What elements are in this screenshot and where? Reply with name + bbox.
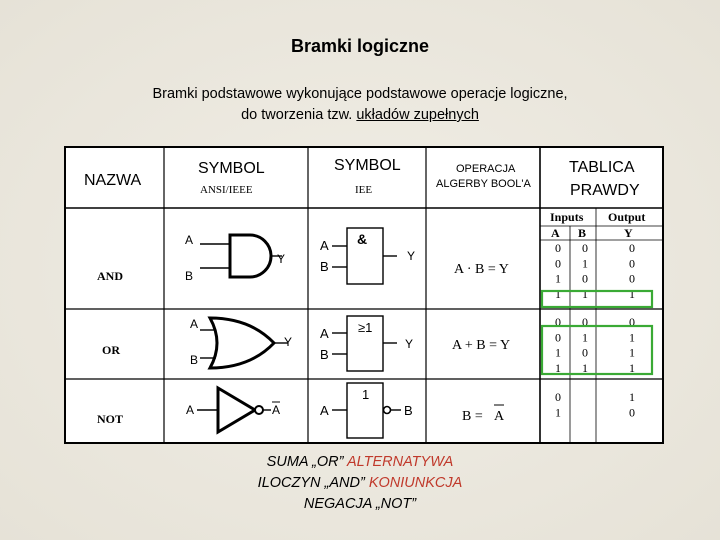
truth-cell-not-0-0: 0 bbox=[555, 390, 561, 404]
or-iee-pin-b: B bbox=[320, 347, 329, 362]
not-ansi-pin-a: A bbox=[186, 403, 195, 417]
truth-cell-or-1-0: 0 bbox=[555, 330, 561, 345]
header-truth-line2: PRAWDY bbox=[570, 182, 640, 199]
header-operation-line1: OPERACJA bbox=[456, 163, 516, 175]
header-symbol2-line2: IEE bbox=[355, 184, 373, 196]
truth-header-b: B bbox=[578, 226, 587, 240]
and-iee-symbol: & bbox=[357, 231, 368, 247]
truth-cell-and-1-0: 0 bbox=[555, 256, 561, 271]
or-ansi-pin-a: A bbox=[190, 317, 199, 331]
and-iee-pin-y: Y bbox=[407, 249, 416, 263]
truth-cell-not-1-2: 0 bbox=[629, 405, 635, 420]
truth-cell-and-3-1: 1 bbox=[582, 286, 588, 301]
truth-cell-and-2-1: 0 bbox=[582, 271, 588, 286]
footer-and-term: KONIUNKCJA bbox=[368, 475, 463, 491]
truth-cell-or-0-2: 0 bbox=[629, 315, 635, 329]
truth-cell-or-3-1: 1 bbox=[582, 360, 588, 375]
header-symbol2-line1: SYMBOL bbox=[334, 157, 401, 174]
header-symbol1-line1: SYMBOL bbox=[198, 160, 265, 177]
truth-cell-and-1-1: 1 bbox=[582, 256, 588, 271]
logic-gates-table-svg bbox=[64, 146, 664, 444]
and-expression: A · B = Y bbox=[454, 262, 509, 277]
header-operation-line2: ALGERBY BOOL'A bbox=[436, 178, 531, 190]
header-name: NAZWA bbox=[84, 172, 142, 189]
truth-cell-not-1-0: 1 bbox=[555, 405, 561, 420]
truth-cell-and-2-2: 0 bbox=[629, 271, 635, 286]
not-iee-pin-a: A bbox=[320, 403, 329, 418]
or-ansi-pin-y: Y bbox=[284, 335, 293, 349]
row-name-or: OR bbox=[102, 343, 120, 357]
not-expression-lhs: B = bbox=[462, 409, 483, 424]
and-ansi-pin-b: B bbox=[185, 269, 194, 283]
or-ansi-pin-b: B bbox=[190, 353, 199, 367]
truth-cell-not-0-2: 1 bbox=[629, 390, 635, 404]
footer-or-keyword: SUMA „OR” bbox=[266, 454, 347, 470]
or-gate-ansi bbox=[190, 317, 292, 368]
or-iee-symbol: ≥1 bbox=[358, 320, 373, 335]
subtitle-line-1: Bramki podstawowe wykonujące podstawowe operacje logiczne, bbox=[152, 86, 568, 102]
not-gate-ansi bbox=[186, 388, 280, 432]
slide-subtitle bbox=[0, 84, 720, 126]
truth-cell-or-0-0: 0 bbox=[555, 315, 561, 329]
or-expression: A + B = Y bbox=[452, 338, 511, 353]
truth-header-y: Y bbox=[624, 226, 633, 240]
footer-or-term: ALTERNATYWA bbox=[346, 454, 454, 470]
truth-cell-and-0-2: 0 bbox=[629, 241, 635, 255]
truth-cell-or-2-0: 1 bbox=[555, 345, 561, 360]
truth-cell-or-1-1: 1 bbox=[582, 330, 588, 345]
subtitle-underlined-term: układów zupełnych bbox=[356, 107, 479, 123]
header-symbol1-line2: ANSI/IEEE bbox=[200, 184, 253, 196]
logic-gates-table bbox=[64, 146, 664, 444]
row-name-not: NOT bbox=[97, 412, 124, 426]
footer-line-2 bbox=[0, 473, 720, 494]
row-name-and: AND bbox=[97, 269, 123, 283]
footer-line-3: NEGACJA „NOT” bbox=[303, 496, 417, 512]
not-gate-iee bbox=[320, 383, 413, 438]
truth-cell-and-3-2: 1 bbox=[629, 286, 635, 301]
or-gate-iee bbox=[320, 316, 413, 371]
and-iee-pin-b: B bbox=[320, 259, 329, 274]
truth-cell-and-2-0: 1 bbox=[555, 271, 561, 286]
truth-cell-or-2-2: 1 bbox=[629, 345, 635, 360]
header-truth-line1: TABLICA bbox=[569, 159, 635, 176]
truth-cell-and-3-0: 1 bbox=[555, 286, 561, 301]
and-gate-iee bbox=[320, 228, 415, 284]
or-iee-pin-y: Y bbox=[405, 337, 414, 351]
or-iee-pin-a: A bbox=[320, 326, 329, 341]
truth-header-output: Output bbox=[608, 210, 646, 224]
truth-cell-or-3-2: 1 bbox=[629, 360, 635, 375]
not-iee-pin-b: B bbox=[404, 403, 413, 418]
not-ansi-pin-out: A bbox=[272, 403, 281, 417]
truth-header-inputs: Inputs bbox=[550, 210, 584, 224]
footer-line-1 bbox=[0, 452, 720, 473]
and-iee-pin-a: A bbox=[320, 238, 329, 253]
slide-footer bbox=[0, 452, 720, 515]
and-ansi-pin-a: A bbox=[185, 233, 194, 247]
and-gate-ansi bbox=[185, 233, 285, 283]
truth-cell-and-0-1: 0 bbox=[582, 241, 588, 255]
truth-cell-or-1-2: 1 bbox=[629, 330, 635, 345]
truth-table-values bbox=[555, 241, 635, 419]
truth-header-a: A bbox=[551, 226, 560, 240]
truth-cell-or-2-1: 0 bbox=[582, 345, 588, 360]
subtitle-prefix: do tworzenia tzw. bbox=[241, 107, 357, 123]
subtitle-line-2 bbox=[0, 105, 720, 126]
truth-cell-and-1-2: 0 bbox=[629, 256, 635, 271]
truth-cell-or-3-0: 1 bbox=[555, 360, 561, 375]
footer-and-keyword: ILOCZYN „AND” bbox=[257, 475, 369, 491]
truth-cell-and-0-0: 0 bbox=[555, 241, 561, 255]
and-ansi-pin-y: Y bbox=[277, 252, 286, 266]
not-iee-symbol: 1 bbox=[362, 387, 370, 402]
slide-title: Bramki logiczne bbox=[290, 36, 430, 56]
truth-cell-or-0-1: 0 bbox=[582, 315, 588, 329]
not-expression-rhs: A bbox=[494, 409, 505, 424]
